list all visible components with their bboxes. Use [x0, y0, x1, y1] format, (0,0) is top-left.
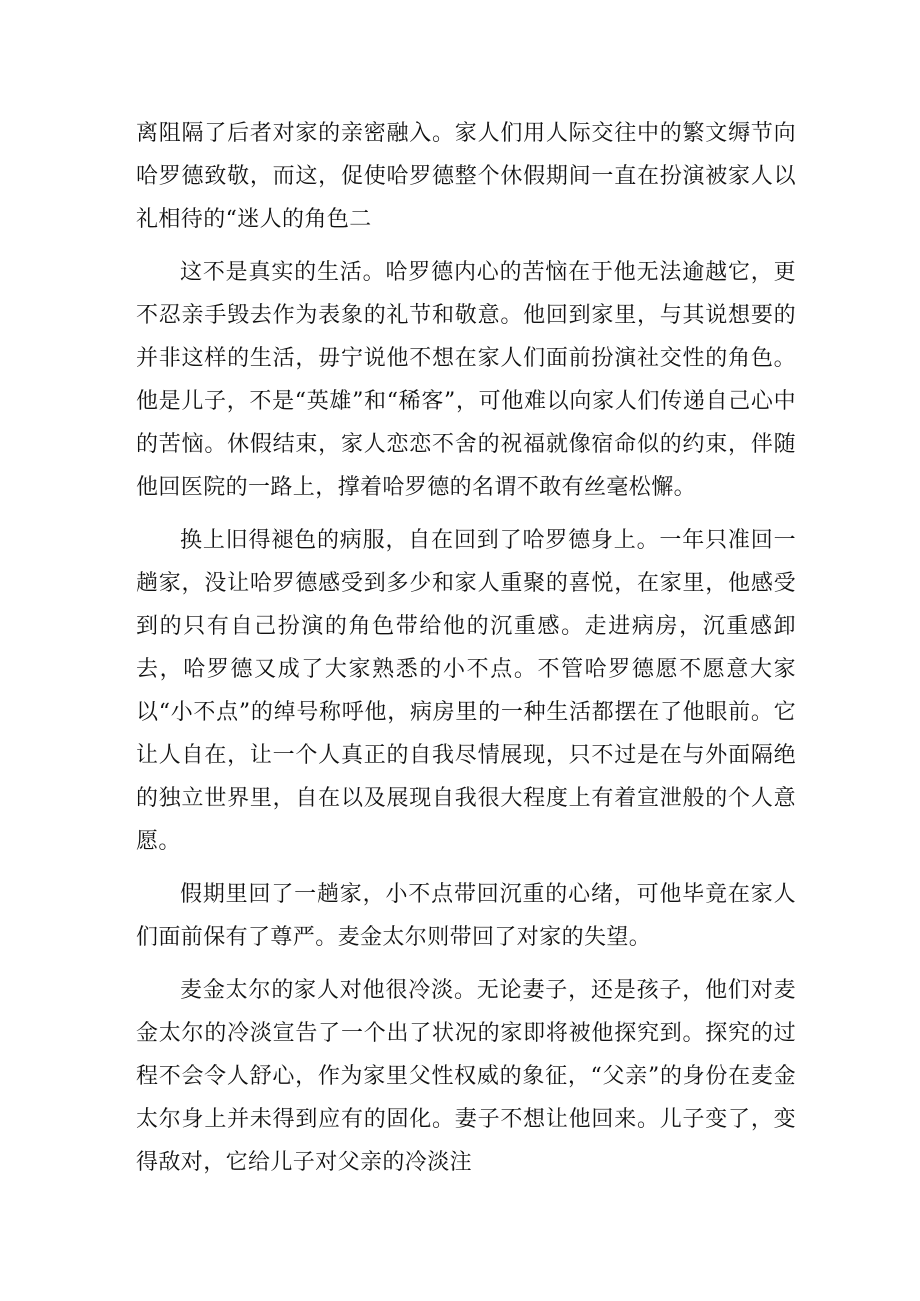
paragraph-2: 这不是真实的生活。哈罗德内心的苦恼在于他无法逾越它，更不忍亲手毁去作为表象的礼节和敬意。他回到家里，与其说想要的并非这样的生活，毋宁说他不想在家人们面前扮演社交性的角色。他是儿子，不是“英雄”和“稀客”，可他难以向家人们传递自己心中的苦恼。休假结束，家人恋恋不舍的祝福就像宿命似的约束，伴随他回医院的一路上，撑着哈罗德的名谓不敢有丝毫松懈。 [136, 260, 796, 500]
paragraph-5: 麦金太尔的家人对他很冷淡。无论妻子，还是孩子，他们对麦金太尔的冷淡宣告了一个出了状况的家即将被他探究到。探究的过程不会令人舒心，作为家里父性权威的象征，“父亲”的身份在麦金太尔身上并未得到应有的固化。妻子不想让他回来。儿子变了，变得敌对，它给儿子对父亲的冷淡注 [136, 978, 796, 1175]
paragraph-1: 离阻隔了后者对家的亲密融入。家人们用人际交往中的繁文缛节向哈罗德致敬，而这，促使哈罗德整个休假期间一直在扮演被家人以礼相待的“迷人的角色二 [136, 121, 796, 232]
paragraph-4: 假期里回了一趟家，小不点带回沉重的心绪，可他毕竟在家人们面前保有了尊严。麦金太尔则带回了对家的失望。 [136, 882, 796, 950]
paragraph-3: 换上旧得褪色的病服，自在回到了哈罗德身上。一年只准回一趟家，没让哈罗德感受到多少和家人重聚的喜悦，在家里，他感受到的只有自己扮演的角色带给他的沉重感。走进病房，沉重感卸去，哈罗德又成了大家熟悉的小不点。不管哈罗德愿不愿意大家以“小不点”的绰号称呼他，病房里的一种生活都摆在了他眼前。它让人自在，让一个人真正的自我尽情展现，只不过是在与外面隔绝的独立世界里，自在以及展现自我很大程度上有着宣泄般的个人意愿。 [136, 528, 796, 854]
document-body [136, 112, 796, 1194]
